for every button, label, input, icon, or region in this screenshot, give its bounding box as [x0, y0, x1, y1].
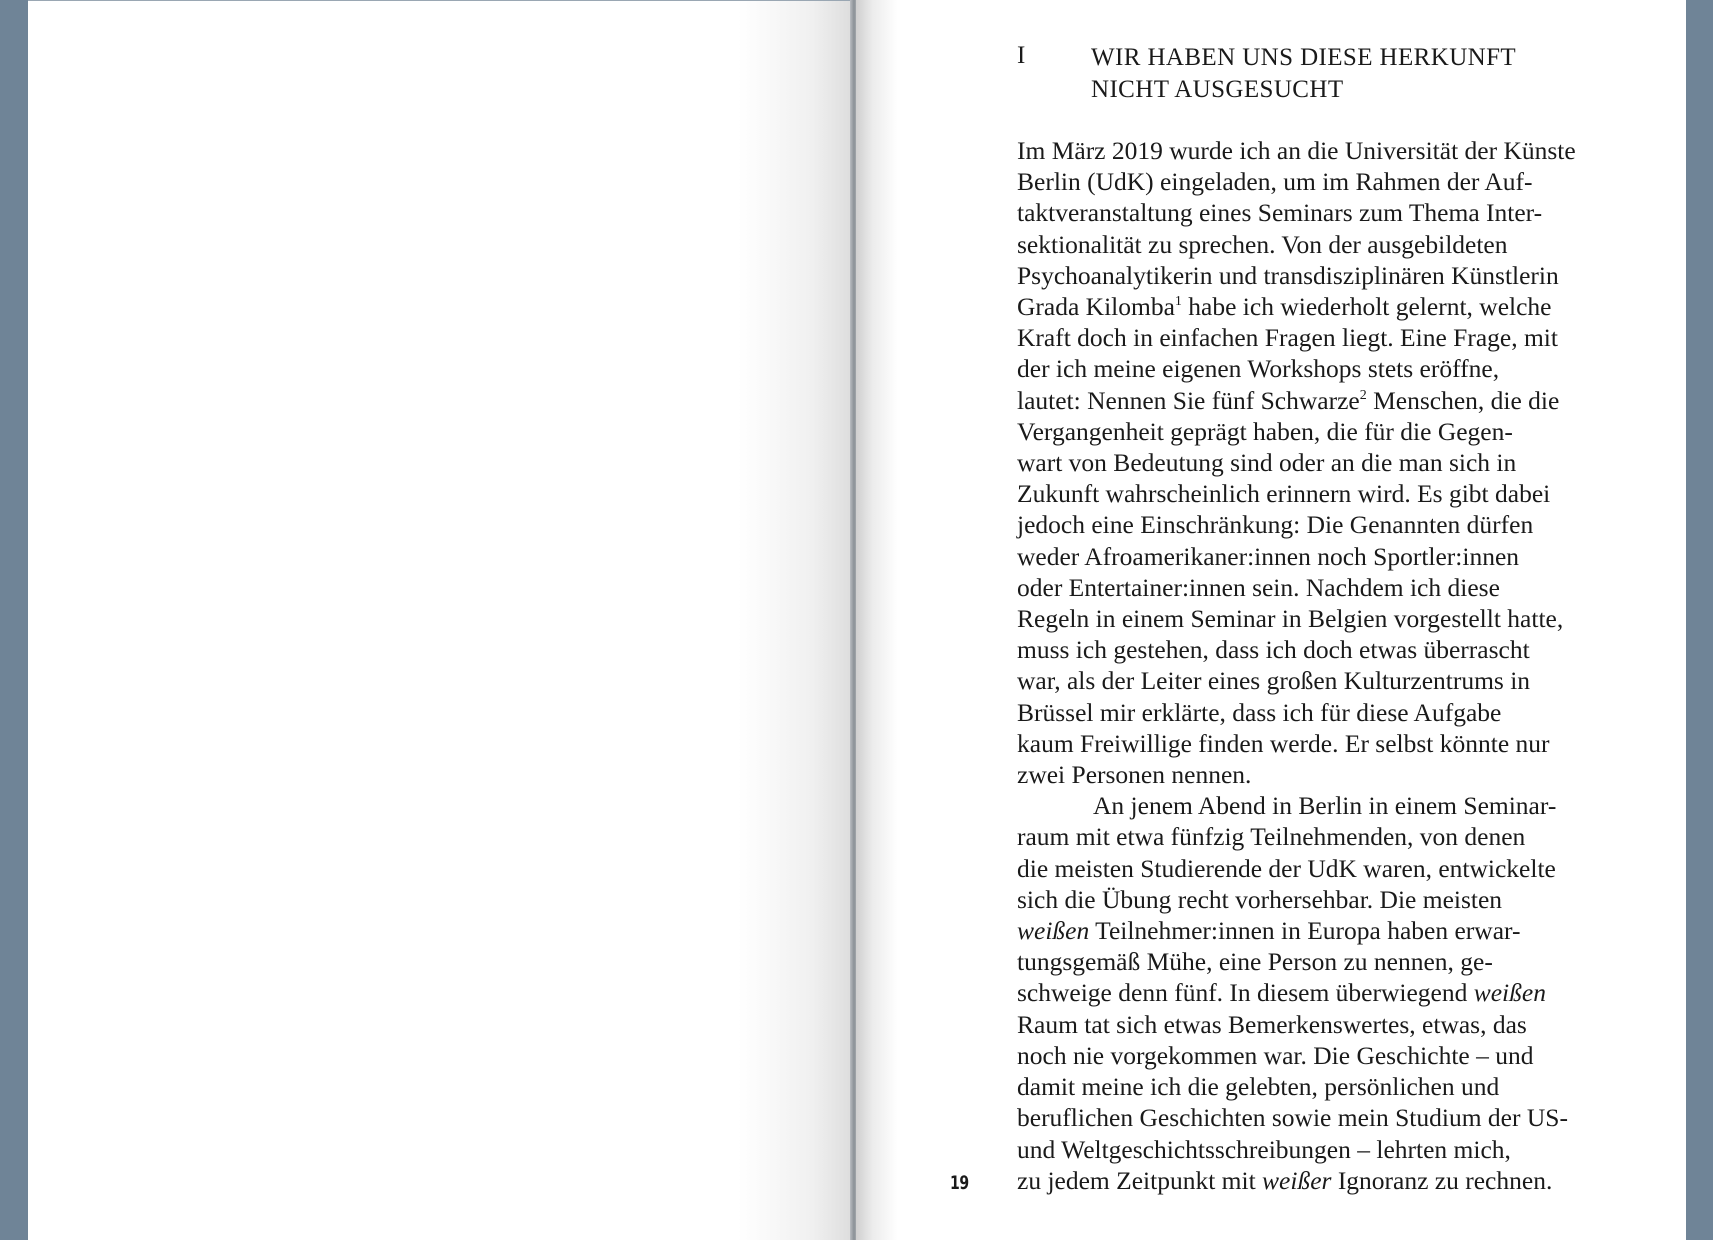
text-line: sektionalität zu sprechen. Von der ausgebildeten	[1017, 229, 1508, 259]
text-line: Zukunft wahrscheinlich erinnern wird. Es gibt dabei	[1017, 479, 1551, 509]
body-text	[1017, 135, 1657, 1196]
text-line: tungsgemäß Mühe, eine Person zu nennen, ge-	[1017, 947, 1493, 977]
chapter-number: I	[1017, 42, 1026, 69]
text-line: Grada Kilomba$^1$ habe ich wiederholt gelernt, welche	[1017, 292, 1552, 322]
text-line: lautet: Nennen Sie fünf Schwarze$^2$ Menschen, die die	[1017, 385, 1560, 415]
text-line-paragraph-start: An jenem Abend in Berlin in einem Seminar-	[1093, 791, 1557, 821]
text-line: und Weltgeschichtsschreibungen – lehrten mich,	[1017, 1134, 1511, 1164]
text-line: Berlin (UdK) eingeladen, um im Rahmen der Auf-	[1017, 167, 1533, 197]
text-line: Vergangenheit geprägt haben, die für die Gegen-	[1017, 416, 1513, 446]
text-line: die meisten Studierende der UdK waren, entwickelte	[1017, 853, 1556, 883]
text-line: schweige denn fünf. In diesem überwiegend weißen	[1017, 978, 1546, 1008]
left-page-blank	[28, 0, 854, 1240]
text-line: sich die Übung recht vorhersehbar. Die meisten	[1017, 884, 1503, 914]
text-line: damit meine ich die gelebten, persönlichen und	[1017, 1072, 1500, 1102]
text-line: taktveranstaltung eines Seminars zum Thema Inter-	[1017, 198, 1543, 228]
footnote-ref-1: 1	[1174, 294, 1182, 310]
text-line: Regeln in einem Seminar in Belgien vorgestellt hatte,	[1017, 604, 1564, 634]
footnote-ref-2: 2	[1359, 387, 1367, 403]
text-line: Im März 2019 wurde ich an die Universität der Künste	[1017, 136, 1576, 165]
text-line: zwei Personen nennen.	[1017, 760, 1252, 790]
text-line: muss ich gestehen, dass ich doch etwas überrascht	[1017, 635, 1530, 665]
text-line: war, als der Leiter eines großen Kulturzentrums in	[1017, 666, 1531, 696]
chapter-title-line: NICHT AUSGESUCHT	[1091, 76, 1344, 103]
text-line: der ich meine eigenen Workshops stets eröffne,	[1017, 354, 1500, 384]
text-line: Brüssel mir erklärte, dass ich für diese Aufgabe	[1017, 697, 1502, 727]
text-line: jedoch eine Einschränkung: Die Genannten dürfen	[1017, 510, 1534, 540]
page-number: 19	[950, 1172, 969, 1194]
chapter-title-line: WIR HABEN UNS DIESE HERKUNFT	[1091, 44, 1517, 71]
text-line: noch nie vorgekommen war. Die Geschichte – und	[1017, 1040, 1534, 1070]
text-line: oder Entertainer:innen sein. Nachdem ich diese	[1017, 572, 1500, 602]
text-line: wart von Bedeutung sind oder an die man sich in	[1017, 448, 1517, 478]
text-line: beruflichen Geschichten sowie mein Studium der US-	[1017, 1103, 1568, 1133]
text-line: Psychoanalytikerin und transdisziplinären Künstlerin	[1017, 260, 1559, 290]
text-line: zu jedem Zeitpunkt mit weißer Ignoranz zu rechnen.	[1017, 1165, 1553, 1195]
text-line: Kraft doch in einfachen Fragen liegt. Eine Frage, mit	[1017, 323, 1558, 353]
text-line: raum mit etwa fünfzig Teilnehmenden, von denen	[1017, 822, 1526, 852]
text-line: weißen Teilnehmer:innen in Europa haben erwar-	[1017, 916, 1521, 946]
text-line: kaum Freiwillige finden werde. Er selbst könnte nur	[1017, 728, 1550, 758]
text-line: Raum tat sich etwas Bemerkenswertes, etwas, das	[1017, 1009, 1527, 1039]
chapter-title	[1091, 42, 1651, 106]
text-line: weder Afroamerikaner:innen noch Sportler:innen	[1017, 541, 1520, 571]
